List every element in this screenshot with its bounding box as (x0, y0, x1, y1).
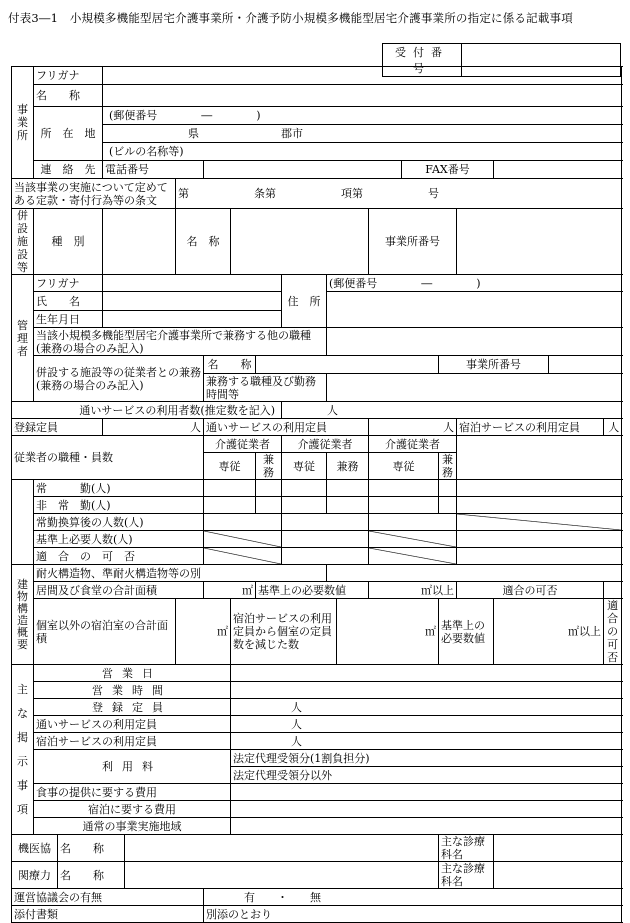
medical-side-2: 関療力 (12, 862, 58, 889)
notice-tsuu: 通いサービスの利用定員 (34, 716, 231, 733)
annex-type-label: 種 別 (34, 209, 103, 275)
medical-dept-label-1: 主な診療科名 (439, 835, 494, 862)
staff-col-part-2: 兼務 (327, 453, 369, 480)
office-contact-label: 連 絡 先 (34, 161, 103, 179)
manager-furigana-field[interactable] (103, 275, 282, 292)
staff-col-part-1: 兼務 (256, 453, 282, 480)
receipt-number-label: 受付番号 (383, 44, 462, 77)
notice-business-days: 営業日 (34, 665, 231, 682)
notice-fee: 利用料 (34, 750, 231, 784)
manager-postal[interactable]: (郵便番号 ― ) (327, 275, 622, 292)
manager-annex-name-label: 名 称 (204, 356, 256, 374)
notice-area: 通常の事業実施地域 (34, 818, 231, 835)
staff-row-parttime: 非 常 勤(人) (34, 497, 204, 514)
annex-label: 併設施設等 (12, 209, 34, 275)
staff-group-3: 介護従業者 (369, 436, 457, 453)
staff-row-required: 基準上必要人数(人) (34, 531, 204, 548)
manager-furigana-label: フリガナ (34, 275, 103, 292)
stay-capacity-label: 宿泊サービスの利用定員 (457, 419, 604, 436)
annex-type-field[interactable] (103, 209, 176, 275)
staff-col-part-3: 兼務 (439, 453, 457, 480)
office-phone-field[interactable] (204, 161, 402, 179)
manager-address-label: 住 所 (282, 275, 327, 328)
attach-field[interactable]: 別添のとおり (204, 906, 622, 923)
notice-stay-cost: 宿泊に要する費用 (34, 801, 231, 818)
users-count-field[interactable]: 人 (282, 402, 622, 419)
manager-annex-number-label: 事業所番号 (439, 356, 549, 374)
registered-capacity-field[interactable]: 人 (103, 419, 204, 436)
staff-row-compliance: 適 合 の 可 否 (34, 548, 204, 565)
manager-concurrent-field[interactable] (327, 328, 622, 356)
manager-birth-field[interactable] (103, 311, 282, 328)
medical-name-field-1[interactable] (125, 835, 439, 862)
staff-label: 従業者の職種・員数 (12, 436, 204, 480)
office-section-label: 事 業 所 (12, 67, 34, 179)
office-phone-label: 電話番号 (103, 161, 204, 179)
medical-name-field-2[interactable] (125, 862, 439, 889)
staff-col-full-3: 専従 (369, 453, 439, 480)
medical-side-1: 機医協 (12, 835, 58, 862)
medical-dept-field-1[interactable] (494, 835, 622, 862)
living-ok-field[interactable] (604, 582, 622, 599)
office-furigana-field[interactable] (103, 67, 622, 85)
annex-number-field[interactable] (457, 209, 622, 275)
manager-address-field[interactable] (327, 292, 622, 328)
attach-label: 添付書類 (12, 906, 204, 923)
room-ok-label: 適合の可否 (604, 599, 622, 665)
notice-fee-1[interactable]: 法定代理受領分(1割負担分) (231, 750, 622, 767)
medical-name-label-2: 名 称 (58, 862, 125, 889)
stay-cap-field[interactable]: ㎡ (337, 599, 439, 665)
office-pref-label: 県 (188, 127, 200, 140)
room-area-field[interactable]: ㎡ (176, 599, 231, 665)
office-building-field[interactable]: (ビルの名称等) (103, 143, 622, 161)
stay-capacity-field[interactable]: 人 (604, 419, 622, 436)
staff-col-full-2: 専従 (282, 453, 327, 480)
manager-duty-label: 兼務する職種及び勤務時間等 (204, 374, 327, 402)
notice-section-label: 主 な 掲 示 事 項 (12, 665, 34, 835)
application-form: 事 業 所 フリガナ 名 称 所 在 地 (郵便番号 ― ) 県 郡市 (ビルの名称等) 連 絡 先 電話番号 FAX番号 当該事業の実施について定めてある定款・寄付行為等の条文 第 条第 項第 号 併設施設等 種 別 名 称 事業所番号 管 理 者 フリガナ 住 所 (郵便番号 ― ) 氏 名 生年月日 当該小規模多機能型居宅介護事業所で兼務する他の職種(兼務の場合のみ記入) 併設する施設等の従業者との兼務(兼務の場合のみ記入) 名 称 事業所番号 兼務する職種及び勤務時間等 通いサービスの利用者数(推定数を記入) 人 登録定員 人 通いサービスの利用定員 人 宿泊サービスの利用定員 人 従業者の職種・員数 介護従業者 介護従業者 介護従業者 専従 兼務 専従 兼務 専従 兼務 常 勤(人) 非 常 勤(人) 常勤換算後の人数(人) 基準上必要人数(人) 適 合 の 可 否 建物構造概要 耐火構造物、準耐火構造物等の別 居間及び食堂の合計面積 ㎡ 基準上の必要数値 ㎡以上 適合の可否 個室以外の宿泊室の合計面積 ㎡ 宿泊サービスの利用定員から個室の定員数を減じた数 ㎡ 基準上の必要数値 ㎡以上 適合の可否 主 な 掲 示 事 項 営業日 営業時間 登録定員 人 通いサービスの利用定員 人 宿泊サービスの利用定員 人 利用料 法定代理受領分(1割負担分) 法定代理受領分以外 食事の提供に要する費用 宿泊に要する費用 通常の事業実施地域 機医協 名 称 主な診療科名 関療力 名 称 主な診療科名 運営協議会の有無 有 ・ 無 添付書類 別添のとおり (11, 66, 622, 923)
annex-name-field[interactable] (231, 209, 369, 275)
annex-number-label: 事業所番号 (369, 209, 457, 275)
manager-name-field[interactable] (103, 292, 282, 311)
office-address-field[interactable] (103, 125, 622, 143)
office-postal[interactable]: (郵便番号 ― ) (103, 107, 622, 125)
manager-concurrent-label: 当該小規模多機能型居宅介護事業所で兼務する他の職種(兼務の場合のみ記入) (34, 328, 327, 356)
living-std-field[interactable]: ㎡以上 (369, 582, 457, 599)
manager-annex-name-field[interactable] (256, 356, 439, 374)
living-area-field[interactable]: ㎡ (204, 582, 256, 599)
building-fire-field[interactable] (327, 565, 622, 582)
room-area-label: 個室以外の宿泊室の合計面積 (34, 599, 176, 665)
staff-row-fulltime: 常 勤(人) (34, 480, 204, 497)
registered-capacity-label: 登録定員 (12, 419, 103, 436)
living-ok-label: 適合の可否 (457, 582, 604, 599)
manager-duty-field[interactable] (327, 374, 622, 402)
living-std-label: 基準上の必要数値 (256, 582, 369, 599)
annex-name-label: 名 称 (176, 209, 231, 275)
notice-registered: 登録定員 (34, 699, 231, 716)
office-fax-label: FAX番号 (402, 161, 494, 179)
notice-fee-2[interactable]: 法定代理受領分以外 (231, 767, 622, 784)
medical-dept-field-2[interactable] (494, 862, 622, 889)
article-field[interactable]: 第 条第 項第 号 (176, 179, 622, 209)
council-field[interactable]: 有 ・ 無 (204, 889, 622, 906)
room-std-field[interactable]: ㎡以上 (494, 599, 604, 665)
notice-business-hours: 営業時間 (34, 682, 231, 699)
stay-cap-label: 宿泊サービスの利用定員から個室の定員数を減じた数 (231, 599, 337, 665)
staff-col-full-1: 専従 (204, 453, 256, 480)
medical-name-label-1: 名 称 (58, 835, 125, 862)
users-count-label: 通いサービスの利用者数(推定数を記入) (12, 402, 282, 419)
medical-dept-label-2: 主な診療科名 (439, 862, 494, 889)
staff-group-2: 介護従業者 (282, 436, 369, 453)
manager-birth-label: 生年月日 (34, 311, 103, 328)
office-location-label: 所 在 地 (34, 107, 103, 161)
building-section-label: 建物構造概要 (12, 565, 34, 665)
office-gun-label: 郡市 (281, 127, 304, 140)
office-name-field[interactable] (103, 85, 622, 107)
council-label: 運営協議会の有無 (12, 889, 204, 906)
manager-annex-concurrent-label: 併設する施設等の従業者との兼務(兼務の場合のみ記入) (34, 356, 204, 402)
manager-section-label: 管 理 者 (12, 275, 34, 402)
form-title: 付表3―1 小規模多機能型居宅介護事業所・介護予防小規模多機能型居宅介護事業所の指定に係る記載事項 (8, 11, 573, 25)
living-area-label: 居間及び食堂の合計面積 (34, 582, 204, 599)
tsuu-capacity-label: 通いサービスの利用定員 (204, 419, 369, 436)
manager-annex-number-field[interactable] (549, 356, 622, 374)
tsuu-capacity-field[interactable]: 人 (369, 419, 457, 436)
manager-name-label: 氏 名 (34, 292, 103, 311)
room-std-label: 基準上の必要数値 (439, 599, 494, 665)
staff-row-fte: 常勤換算後の人数(人) (34, 514, 204, 531)
notice-stay: 宿泊サービスの利用定員 (34, 733, 231, 750)
office-name-label: 名 称 (34, 85, 103, 107)
office-fax-field[interactable] (494, 161, 622, 179)
office-furigana-label: フリガナ (34, 67, 103, 85)
notice-meal: 食事の提供に要する費用 (34, 784, 231, 801)
article-label: 当該事業の実施について定めてある定款・寄付行為等の条文 (12, 179, 176, 209)
building-fire-label: 耐火構造物、準耐火構造物等の別 (34, 565, 327, 582)
staff-group-1: 介護従業者 (204, 436, 282, 453)
